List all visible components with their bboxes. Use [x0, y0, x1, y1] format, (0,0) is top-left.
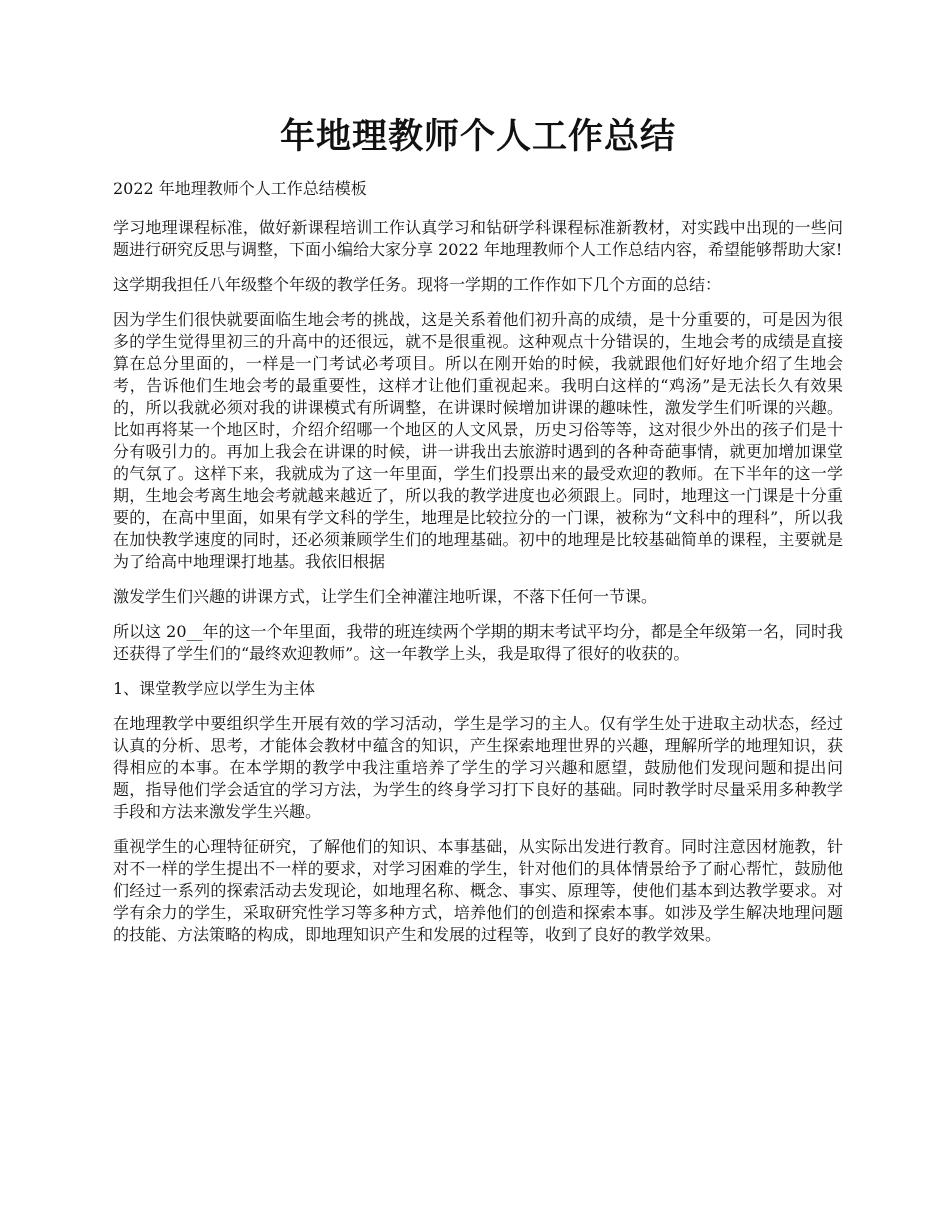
- document-subtitle: 2022 年地理教师个人工作总结模板: [113, 179, 367, 198]
- paragraph-results: 所以这 20__年的这一个年里面，我带的班连续两个学期的期末考试平均分，都是全年级第一名，同时我还获得了学生们的“最终欢迎教师”。这一年教学上头，我是取得了很好的收获的。: [113, 622, 843, 663]
- paragraph-exam-motivation: 因为学生们很快就要面临生地会考的挑战，这是关系着他们初升高的成绩，是十分重要的，可是因为很多的学生觉得里初三的升高中的还很远，就不是很重视。这种观点十分错误的，生地会考的成绩是直接算在总分里面的，一样是一门考试必考项目。所以在刚开始的时候，我就跟他们好好地介绍了生地会考，告诉他们生地会考的最重要性，这样才让他们重视起来。我明白这样的“鸡汤”是无法长久有效果的，所以我就必须对我的讲课模式有所调整，在讲课时候增加讲课的趣味性，激发学生们听课的兴趣。比如再将某一个地区时，介绍介绍哪一个地区的人文风景，历史习俗等等，这对很少外出的孩子们是十分有吸引力的。再加上我会在讲课的时候，讲一讲我出去旅游时遇到的各种奇葩事情，就更加增加课堂的气氛了。这样下来，我就成为了这一年里面，学生们投票出来的最受欢迎的教师。在下半年的这一学期，生地会考离生地会考就越来越近了，所以我的教学进度也必须跟上。同时，地理这一门课是十分重要的，在高中里面，如果有学文科的学生，地理是比较拉分的一门课，被称为“文科中的理科”，所以我在加快教学速度的同时，还必须兼顾学生们的地理基础。初中的地理是比较基础简单的课程，主要就是为了给高中地理课打地基。我依旧根据: [113, 310, 843, 571]
- section-heading-1: 1、课堂教学应以学生为主体: [113, 679, 316, 698]
- paragraph-teaching-style: 激发学生们兴趣的讲课方式，让学生们全神灌注地听课，不落下任何一节课。: [113, 587, 658, 606]
- paragraph-psychology: 重视学生的心理特征研究，了解他们的知识、本事基础，从实际出发进行教育。同时注意因材施教，针对不一样的学生提出不一样的要求，对学习困难的学生，针对他们的具体情景给予了耐心帮忙，鼓励他们经过一系列的探索活动去发现论，如地理名称、概念、事实、原理等，使他们基本到达教学要求。对学有余力的学生，采取研究性学习等多种方式，培养他们的创造和探索本事。如涉及学生解决地理问题的技能、方法策略的构成，即地理知识产生和发展的过程等，收到了良好的教学效果。: [113, 837, 843, 944]
- document-title: 年地理教师个人工作总结: [279, 116, 676, 157]
- paragraph-student-centered: 在地理教学中要组织学生开展有效的学习活动，学生是学习的主人。仅有学生处于进取主动状态，经过认真的分析、思考，才能体会教材中蕴含的知识，产生探索地理世界的兴趣，理解所学的地理知识，获得相应的本事。在本学期的教学中我注重培养了学生的学习兴趣和愿望，鼓励他们发现问题和提出问题，指导他们学会适宜的学习方法，为学生的终身学习打下良好的基础。同时教学时尽量采用多种教学手段和方法来激发学生兴趣。: [113, 714, 843, 821]
- document-page: [113, 112, 843, 959]
- paragraph-intro: 学习地理课程标准，做好新课程培训工作认真学习和钻研学科课程标准新教材，对实践中出现的一些问题进行研究反思与调整，下面小编给大家分享 2022 年地理教师个人工作总结内容，希望能够帮助大家!: [113, 218, 843, 259]
- paragraph-overview: 这学期我担任八年级整个年级的教学任务。现将一学期的工作作如下几个方面的总结：: [113, 275, 722, 294]
